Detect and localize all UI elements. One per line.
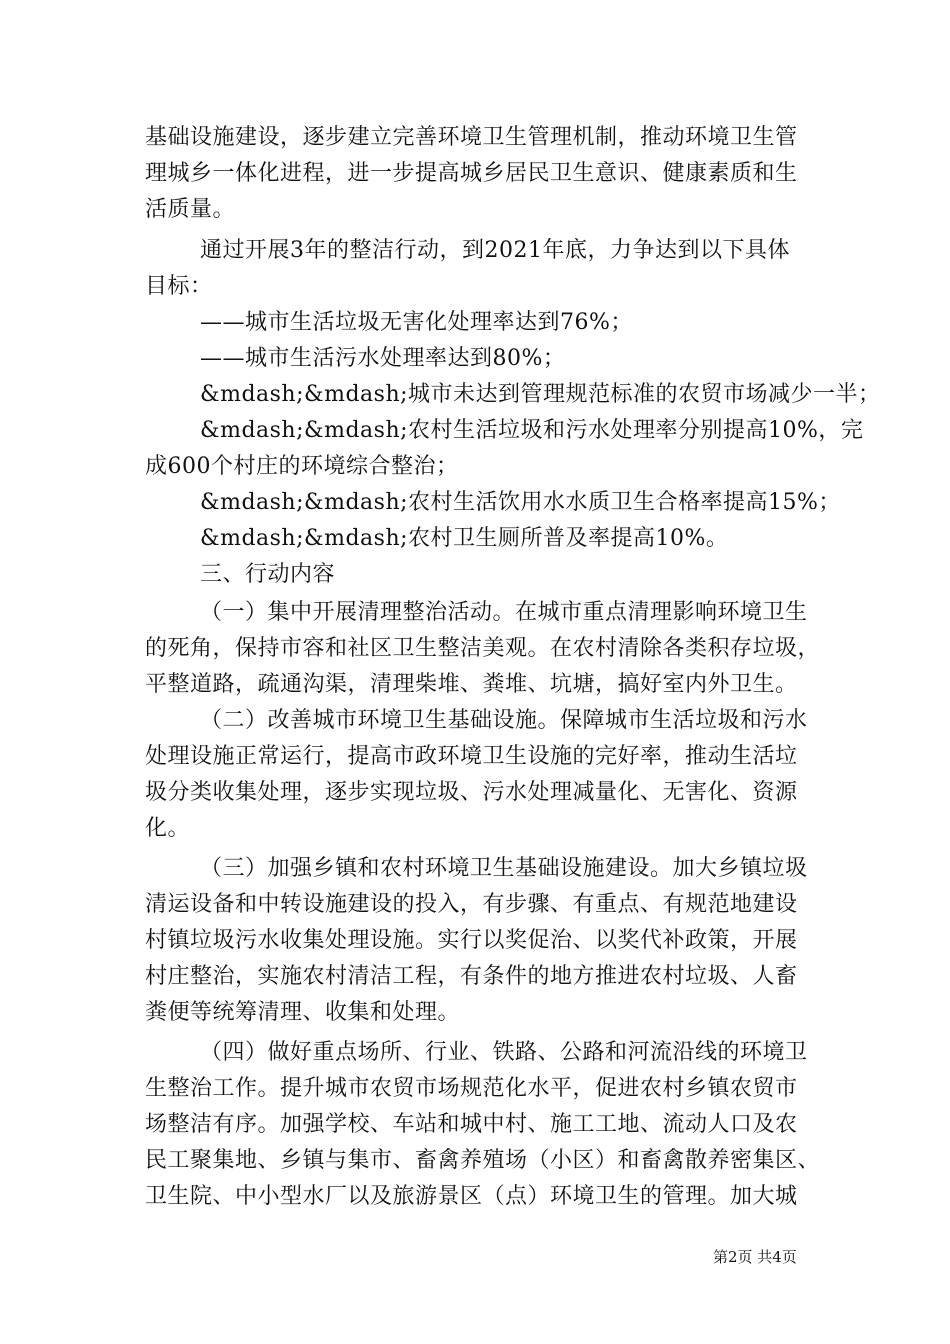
paragraph-line: &mdash;&mdash;农村生活饮用水水质卫生合格率提高15%； [200, 490, 841, 515]
section-heading: 三、行动内容 [200, 562, 336, 587]
paragraph-line: &mdash;&mdash;农村生活垃圾和污水处理率分别提高10%，完 [200, 418, 864, 443]
paragraph-line: 活质量。 [145, 197, 236, 222]
paragraph-line: 粪便等统筹清理、收集和处理。 [145, 1000, 461, 1025]
paragraph-line: &mdash;&mdash;城市未达到管理规范标准的农贸市场减少一半； [200, 382, 881, 407]
paragraph-line: ——城市生活污水处理率达到80%； [200, 346, 566, 371]
paragraph-line: 化。 [145, 816, 191, 841]
paragraph-line: 圾分类收集处理，逐步实现垃圾、污水处理减量化、无害化、资源 [145, 780, 798, 805]
paragraph-line: 民工聚集地、乡镇与集市、畜禽养殖场（小区）和畜禽散养密集区、 [145, 1148, 821, 1173]
paragraph-line: （三）加强乡镇和农村环境卫生基础设施建设。加大乡镇垃圾 [200, 856, 808, 881]
paragraph-line: 成600个村庄的环境综合整治； [145, 454, 459, 479]
paragraph-line: 场整洁有序。加强学校、车站和城中村、施工工地、流动人口及农 [145, 1112, 798, 1137]
paragraph-line: 基础设施建设，逐步建立完善环境卫生管理机制，推动环境卫生管 [145, 125, 798, 150]
paragraph-line: （四）做好重点场所、行业、铁路、公路和河流沿线的环境卫 [200, 1040, 808, 1065]
paragraph-line: ——城市生活垃圾无害化处理率达到76%； [200, 310, 633, 335]
paragraph-line: 通过开展3年的整洁行动，到2021年底，力争达到以下具体 [200, 238, 790, 263]
paragraph-line: 理城乡一体化进程，进一步提高城乡居民卫生意识、健康素质和生 [145, 161, 798, 186]
paragraph-line: （二）改善城市环境卫生基础设施。保障城市生活垃圾和污水 [200, 708, 808, 733]
paragraph-line: 生整治工作。提升城市农贸市场规范化水平，促进农村乡镇农贸市 [145, 1076, 798, 1101]
paragraph-line: （一）集中开展清理整治活动。在城市重点清理影响环境卫生 [200, 600, 808, 625]
paragraph-line: 平整道路，疏通沟渠，清理柴堆、粪堆、坑塘，搞好室内外卫生。 [145, 672, 798, 697]
paragraph-line: 村镇垃圾污水收集处理设施。实行以奖促治、以奖代补政策，开展 [145, 928, 798, 953]
paragraph-line: 村庄整治，实施农村清洁工程，有条件的地方推进农村垃圾、人畜 [145, 964, 798, 989]
page-number: 第2页 共4页 [713, 1248, 797, 1266]
paragraph-line: 清运设备和中转设施建设的投入，有步骤、有重点、有规范地建设 [145, 892, 798, 917]
paragraph-line: 的死角，保持市容和社区卫生整洁美观。在农村清除各类积存垃圾， [145, 636, 821, 661]
paragraph-line: 卫生院、中小型水厂以及旅游景区（点）环境卫生的管理。加大城 [145, 1184, 798, 1209]
paragraph-line: &mdash;&mdash;农村卫生厕所普及率提高10%。 [200, 526, 729, 551]
paragraph-line: 目标： [145, 274, 213, 299]
paragraph-line: 处理设施正常运行，提高市政环境卫生设施的完好率，推动生活垃 [145, 744, 798, 769]
